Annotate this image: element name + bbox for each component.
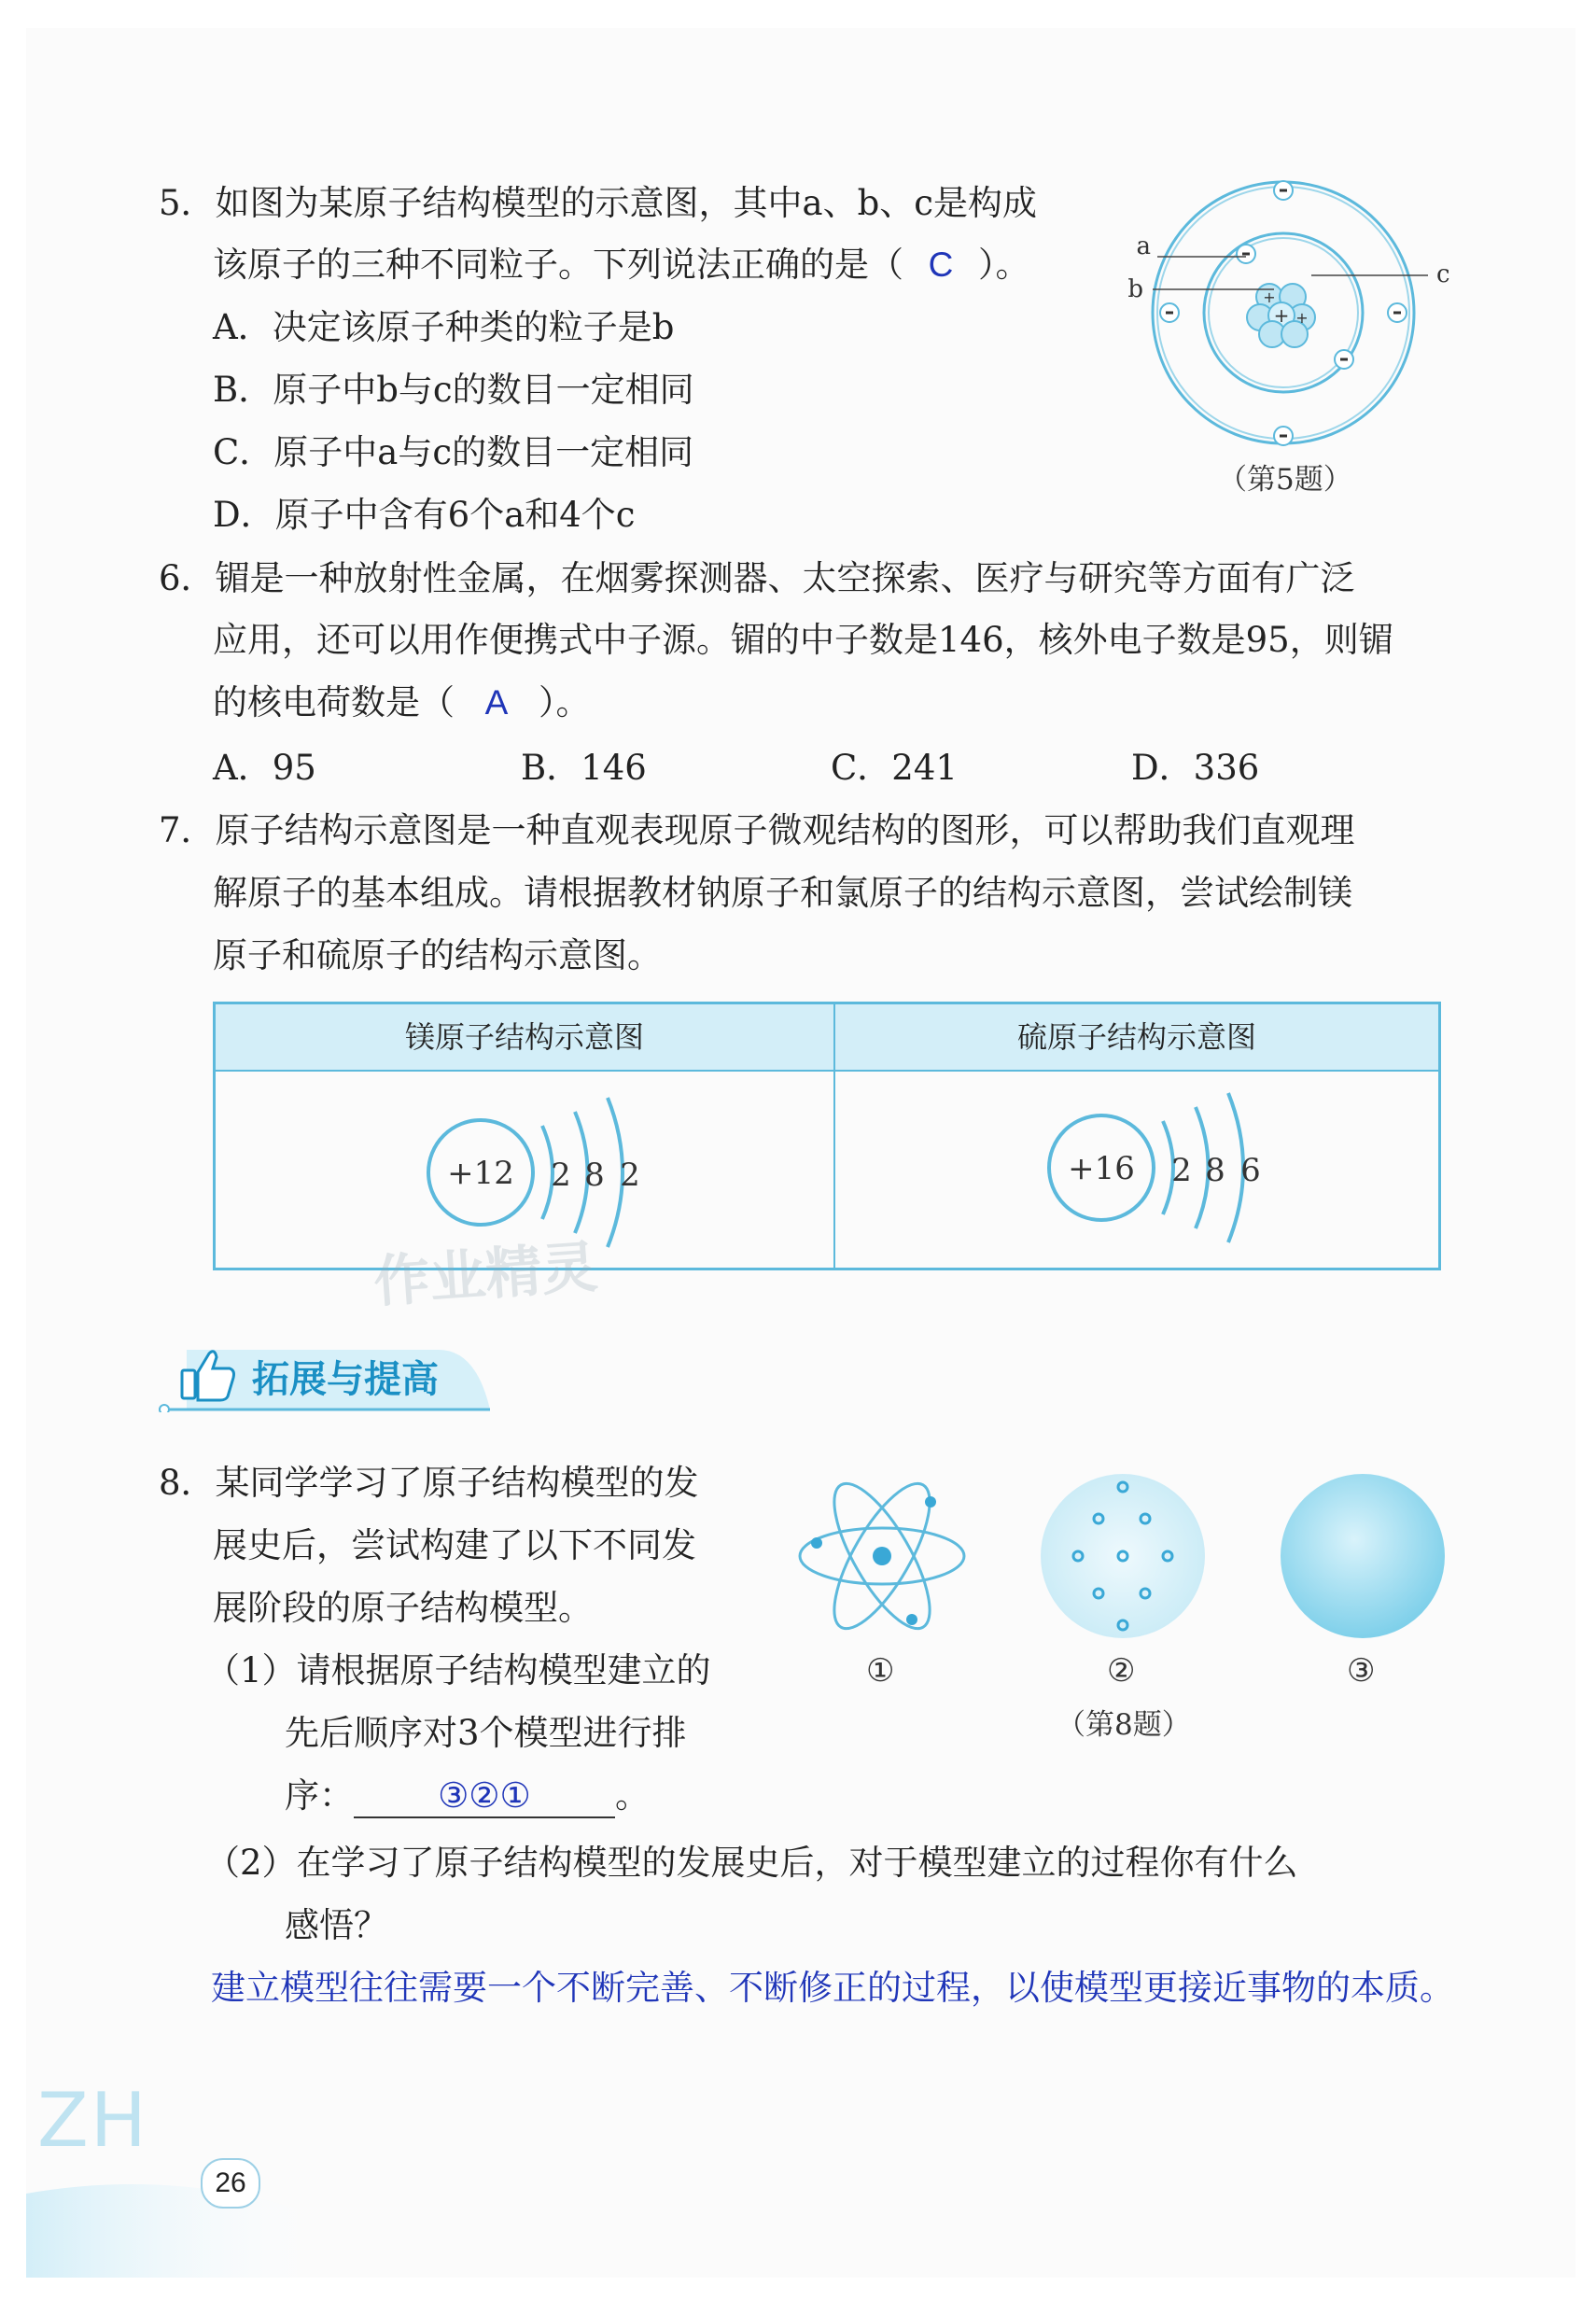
table-header-mg: 镁原子结构示意图 xyxy=(404,1019,644,1055)
q8-models-figure xyxy=(798,1470,1451,1648)
model-2-plum-pudding xyxy=(1041,1474,1205,1638)
q6-stem-text: 的核电荷数是（ xyxy=(213,682,455,722)
table-header-s: 硫原子结构示意图 xyxy=(1016,1019,1256,1055)
section-title: 拓展与提高 xyxy=(252,1358,439,1401)
q8-part1-end: 。 xyxy=(615,1775,650,1816)
q7-stem-line2: 解原子的基本组成。请根据教材钠原子和氯原子的结构示意图，尝试绘制镁 xyxy=(213,873,1352,913)
q6-option-b: B．146 xyxy=(521,748,647,788)
q5-option-c: C．原子中a与c的数目一定相同 xyxy=(213,432,694,472)
watermark: 作业精灵 xyxy=(371,1235,600,1314)
s-atom-diagram xyxy=(1023,1074,1303,1261)
q6-option-a: A．95 xyxy=(213,748,316,788)
q5-option-b: B．原子中b与c的数目一定相同 xyxy=(213,370,694,410)
mg-shell-2: 8 xyxy=(584,1157,605,1194)
q8-part2-line1: （2）在学习了原子结构模型的发展史后，对于模型建立的过程你有什么 xyxy=(205,1843,1298,1883)
s-shell-3: 6 xyxy=(1240,1152,1261,1189)
svg-text:+: + xyxy=(1295,309,1309,327)
q8-part2-line2: 感悟？ xyxy=(285,1905,388,1945)
mg-shell-3: 2 xyxy=(620,1157,640,1194)
page-number: 26 xyxy=(201,2158,260,2209)
q8-part1-answer: ③②① xyxy=(354,1775,615,1818)
model-3-solid-sphere xyxy=(1281,1474,1445,1638)
q8-fig-label-3: ③ xyxy=(1347,1652,1376,1690)
q8-part1-prefix: 序： xyxy=(285,1775,354,1816)
q5-answer: C xyxy=(928,245,954,284)
q6-stem-line3 xyxy=(213,672,591,734)
q7-table xyxy=(213,1002,1441,1270)
q5-stem-line1: 5．如图为某原子结构模型的示意图，其中a、b、c是构成 xyxy=(159,183,1038,223)
q8-stem-line3: 展阶段的原子结构模型。 xyxy=(213,1588,593,1628)
q8-part1-line1: （1）请根据原子结构模型建立的 xyxy=(205,1650,711,1690)
label-b: b xyxy=(1127,275,1143,303)
q5-atom-figure xyxy=(1115,177,1461,457)
q7-stem-line1: 7．原子结构示意图是一种直观表现原子微观结构的图形，可以帮助我们直观理 xyxy=(159,810,1355,850)
label-c: c xyxy=(1436,260,1450,288)
mg-nucleus-charge: +12 xyxy=(447,1155,514,1192)
q6-stem-line1: 6．镅是一种放射性金属，在烟雾探测器、太空探索、医疗与研究等方面有广泛 xyxy=(159,558,1355,598)
label-a: a xyxy=(1136,232,1151,260)
q6-stem-end: ）。 xyxy=(539,682,591,722)
q5-option-d: D．原子中含有6个a和4个c xyxy=(213,495,636,535)
q6-option-c: C．241 xyxy=(831,748,958,788)
q6-answer: A xyxy=(484,683,509,722)
q5-stem-text: 该原子的三种不同粒子。下列说法正确的是（ xyxy=(213,245,903,285)
q8-stem-line2: 展史后，尝试构建了以下不同发 xyxy=(213,1525,696,1565)
q8-fig-label-1: ① xyxy=(866,1652,895,1690)
s-shell-1: 2 xyxy=(1171,1152,1192,1189)
s-shell-2: 8 xyxy=(1205,1152,1225,1189)
nucleus xyxy=(1247,284,1315,347)
s-nucleus-charge: +16 xyxy=(1068,1150,1135,1187)
q8-part1-line2: 先后顺序对3个模型进行排 xyxy=(285,1713,687,1753)
svg-text:+: + xyxy=(1273,304,1290,327)
q8-caption: （第8题） xyxy=(1057,1708,1191,1742)
q5-stem-line2 xyxy=(213,234,1030,296)
footer-logo: ZH xyxy=(37,2077,148,2164)
q8-part2-answer: 建立模型往往需要一个不断完善、不断修正的过程，以使模型更接近事物的本质。 xyxy=(211,1968,1454,2008)
q6-stem-line2: 应用，还可以用作便携式中子源。镅的中子数是146，核外电子数是95，则镅 xyxy=(213,620,1393,660)
q5-stem-end: ）。 xyxy=(978,245,1030,285)
svg-text:+: + xyxy=(1263,288,1276,306)
q8-stem-line1: 8．某同学学习了原子结构模型的发 xyxy=(159,1463,699,1503)
q8-part1-line3 xyxy=(285,1765,650,1827)
mg-shell-1: 2 xyxy=(551,1157,571,1194)
q7-stem-line3: 原子和硫原子的结构示意图。 xyxy=(213,935,662,975)
q5-option-a: A．决定该原子种类的粒子是b xyxy=(213,307,675,347)
q5-caption: （第5题） xyxy=(1218,463,1352,497)
q6-option-d: D．336 xyxy=(1131,748,1260,788)
model-1-nuclear xyxy=(800,1471,964,1641)
q8-fig-label-2: ② xyxy=(1107,1652,1136,1690)
